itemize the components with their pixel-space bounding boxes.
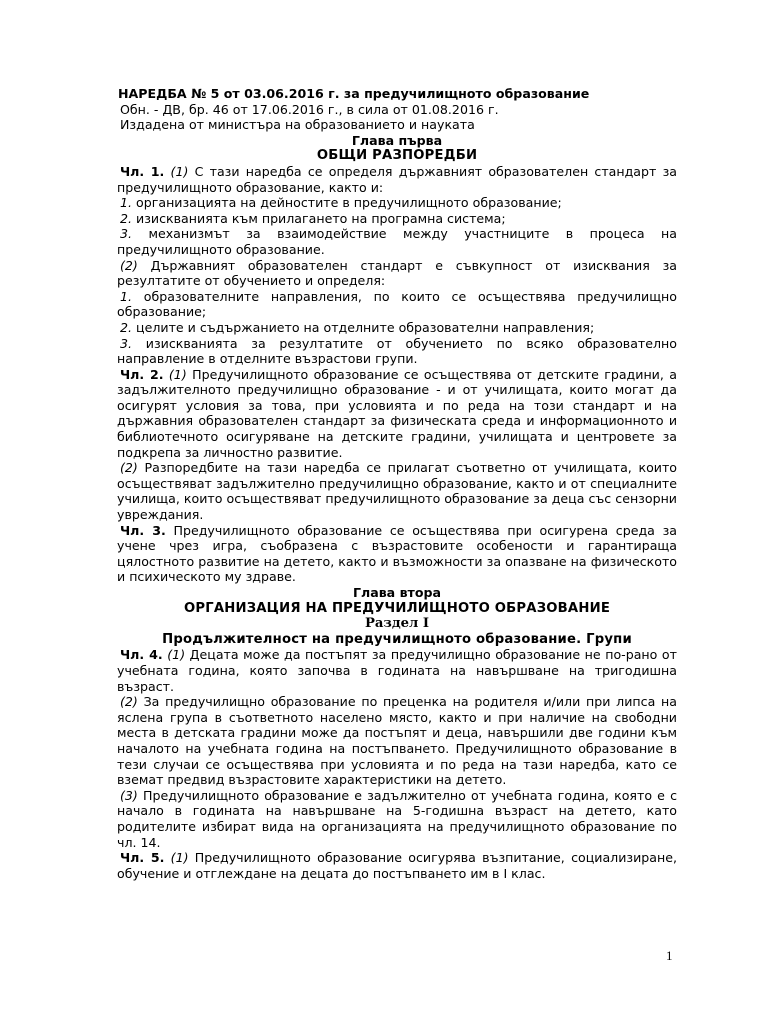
chapter-1-title: ОБЩИ РАЗПОРЕДБИ: [316, 148, 478, 164]
document-body: [117, 86, 677, 881]
publication-info: Обн. - ДВ, бр. 46 от 17.06.2016 г., в сила от 01.08.2016 г.: [120, 101, 499, 117]
section-1-title: Продължителност на предучилищното образование. Групи: [162, 631, 632, 647]
article-4-number: Чл. 4.: [120, 647, 163, 663]
article-1-item-2: 2. изискванията към прилагането на програмна система;: [120, 210, 506, 226]
issuer-info: Издадена от министъра на образованието и науката: [120, 117, 475, 133]
chapter-2-title: ОРГАНИЗАЦИЯ НА ПРЕДУЧИЛИЩНОТО ОБРАЗОВАНИЕ: [183, 600, 611, 616]
article-1-item-1: 1. организацията на дейностите в предучилищното образование;: [120, 195, 562, 211]
chapter-2-label: Глава втора: [352, 585, 442, 600]
page-number: 1: [666, 948, 673, 963]
article-1-p2-item-2: 2. целите и съдържанието на отделните образователни направления;: [120, 319, 595, 335]
article-2-number: Чл. 2.: [120, 366, 164, 382]
article-1-number: Чл. 1.: [120, 163, 165, 179]
article-4-paragraph-3: (3) Предучилищното образование е задължително от учебната година, която е с начало в годината на навършване на 5-годишна възраст на детето, като родителите избират вида на организацията на предучилищното образование по чл. 14.: [117, 787, 677, 850]
article-2-paragraph-1: Чл. 2. (1) Предучилищното образование се осъществява от детските градини, а задължителното предучилищно образование - и от училищата, които могат да осигурят условия за това, при условията и по реда на този стандарт и на държавния образователен стандарт за физическата среда и информационното и библиотечното осигуряване на детските градини, училищата и центровете за подкрепа за личностно развитие.: [117, 366, 677, 460]
article-2-paragraph-2: (2) Разпоредбите на тази наредба се прилагат съответно от училищата, които осъществяват задължително предучилищно образование, както и от специалните училища, които осъществяват предучилищното образование за деца със сензорни увреждания.: [117, 460, 677, 523]
section-1-label: Раздел I: [364, 616, 430, 632]
article-1-p2-item-1: 1. образователните направления, по които се осъществява предучилищно образование;: [117, 288, 677, 320]
article-1-paragraph-1: Чл. 1. (1) С тази наредба се определя държавният образователен стандарт за предучилищното образование, както и:: [117, 163, 677, 195]
article-5-paragraph-1: Чл. 5. (1) Предучилищното образование осигурява възпитание, социализиране, обучение и отглеждане на децата до постъпването им в I клас.: [117, 850, 677, 881]
article-1-paragraph-2: (2) Държавният образователен стандарт е съвкупност от изисквания за резултатите от обучението и определя:: [117, 257, 677, 289]
document-title: НАРЕДБА № 5 от 03.06.2016 г. за предучилищното образование: [118, 86, 590, 101]
article-4-paragraph-2: (2) За предучилищно образование по преценка на родителя и/или при липса на яслена група в съответното населено място, както и при наличие на свободни места в детската градини може да постъпят и деца, навършили две години към началото на учебната година на постъпването. Предучилищното образование в тези случаи се осъществява при условията и по реда на тази наредба, като се вземат предвид възрастовите характеристики на детето.: [117, 694, 677, 788]
article-4-paragraph-1: Чл. 4. (1) Децата може да постъпят за предучилищно образование не по-рано от учебната година, която започва в годината на навършване на тригодишна възраст.: [117, 647, 677, 694]
article-5-number: Чл. 5.: [120, 850, 165, 866]
article-1-p2-item-3: 3. изискванията за резултатите от обучението по всяко образователно направление в отделните възрастови групи.: [117, 335, 677, 367]
article-1-item-3: 3. механизмът за взаимодействие между участниците в процеса на предучилищното образование.: [117, 226, 677, 257]
chapter-1-label: Глава първа: [351, 132, 443, 148]
article-3: Чл. 3. Предучилищното образование се осъществява при осигурена среда за учене чрез игра, съобразена с възрастовите особености и гарантираща цялостното развитие на детето, както и възможности за опазване на физическото и психическото му здраве.: [117, 522, 677, 585]
article-3-number: Чл. 3.: [120, 522, 166, 538]
